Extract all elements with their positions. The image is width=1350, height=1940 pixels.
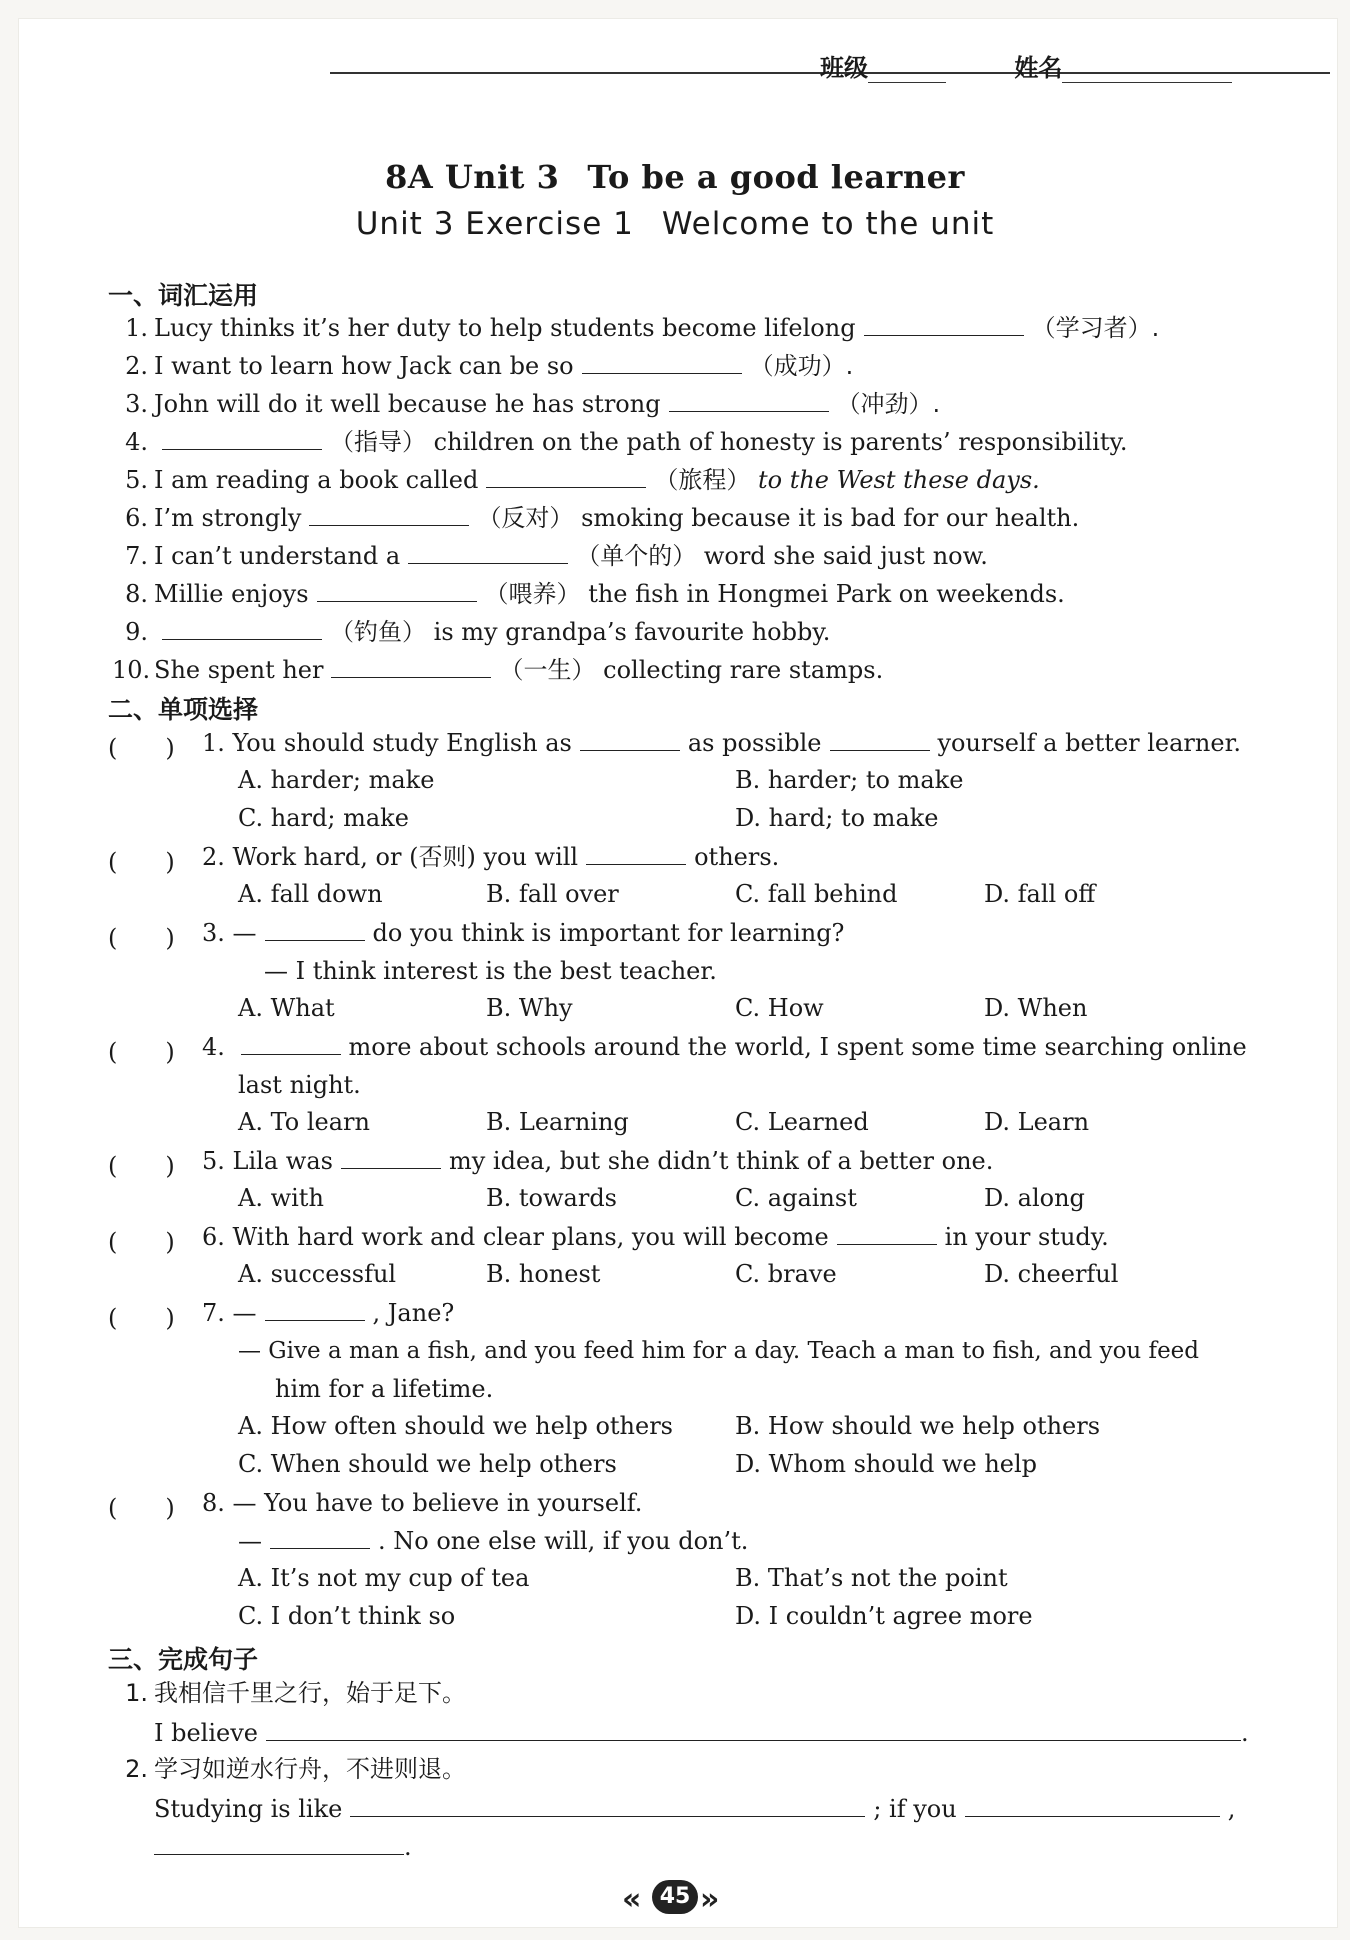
answer-blank[interactable] [317, 579, 477, 602]
mc-question-reply: — Give a man a fish, and you feed him for a day. Teach a man to fish, and you feed [238, 1338, 1200, 1364]
option-c: C. Learned [735, 1108, 869, 1136]
vocab-item: 7. I can’t understand a （单个的） word she said just now. [125, 542, 988, 570]
answer-line[interactable] [154, 1830, 404, 1855]
mc-question-cont: last night. [238, 1071, 361, 1099]
option-a: A. with [238, 1184, 324, 1212]
answer-blank[interactable] [582, 351, 742, 374]
answer-bracket[interactable]: ( ) [108, 1038, 175, 1066]
section-heading: 三、完成句子 [108, 1645, 259, 1674]
answer-bracket[interactable]: ( ) [108, 1228, 175, 1256]
option-c: C. fall behind [735, 880, 898, 908]
page-number: 45 [640, 1880, 710, 1916]
section-heading: 二、单项选择 [108, 695, 259, 724]
option-b: B. towards [486, 1184, 617, 1212]
translate-answer-cont: . [154, 1830, 412, 1862]
mc-question: 1. You should study English as as possible yourself a better learner. [202, 729, 1242, 757]
option-d: D. along [984, 1184, 1085, 1212]
answer-blank [265, 918, 365, 941]
answer-blank [837, 1222, 937, 1245]
mc-question: 8. — You have to believe in yourself. [202, 1489, 643, 1517]
subtitle-topic: Welcome to the unit [661, 206, 995, 242]
answer-blank [265, 1298, 365, 1321]
mc-question: 3. — do you think is important for learning? [202, 919, 845, 947]
answer-blank[interactable] [669, 389, 829, 412]
class-label: 班级 [820, 53, 868, 82]
name-field[interactable] [1062, 60, 1232, 83]
option-d: D. hard; to make [735, 804, 939, 832]
option-a: A. It’s not my cup of tea [238, 1564, 530, 1592]
option-c: C. hard; make [238, 804, 409, 832]
option-d: D. Whom should we help [735, 1450, 1038, 1478]
option-d: D. When [984, 994, 1088, 1022]
answer-blank[interactable] [162, 427, 322, 450]
student-info [820, 48, 1232, 83]
mc-question: 6. With hard work and clear plans, you will become in your study. [202, 1223, 1109, 1251]
vocab-item: 2. I want to learn how Jack can be so （成功）. [125, 352, 854, 380]
name-label: 姓名 [1014, 53, 1063, 82]
answer-blank [830, 728, 930, 751]
option-c: C. I don’t think so [238, 1602, 456, 1630]
page-title [0, 158, 1350, 196]
answer-blank[interactable] [864, 313, 1024, 336]
answer-blank [270, 1526, 370, 1549]
option-d: D. fall off [984, 880, 1096, 908]
answer-line[interactable] [266, 1716, 1241, 1741]
option-b: B. Why [486, 994, 573, 1022]
vocab-item: 1. Lucy thinks it’s her duty to help students become lifelong （学习者）. [125, 314, 1160, 342]
option-b: B. harder; to make [735, 766, 964, 794]
section-heading: 一、词汇运用 [108, 281, 259, 310]
mc-question-reply: — I think interest is the best teacher. [264, 957, 717, 985]
vocab-item: 9. （钓鱼） is my grandpa’s favourite hobby. [125, 618, 831, 646]
title-topic: To be a good learner [587, 158, 965, 196]
translate-answer: I believe . [154, 1716, 1249, 1748]
translate-answer: Studying is like ; if you , [154, 1792, 1235, 1824]
vocab-item: 6. I’m strongly （反对） smoking because it is bad for our health. [125, 504, 1080, 532]
vocab-item: 10. She spent her （一生） collecting rare stamps. [112, 656, 884, 684]
option-d: D. cheerful [984, 1260, 1119, 1288]
vocab-item: 8. Millie enjoys （喂养） the fish in Hongmei Park on weekends. [125, 580, 1065, 608]
translate-prompt: 1. 我相信千里之行，始于足下。 [125, 1679, 466, 1707]
class-field[interactable] [868, 60, 946, 83]
option-d: D. Learn [984, 1108, 1090, 1136]
answer-blank[interactable] [331, 655, 491, 678]
translate-prompt: 2. 学习如逆水行舟，不进则退。 [125, 1755, 466, 1783]
answer-blank [341, 1146, 441, 1169]
mc-question-reply: — . No one else will, if you don’t. [238, 1527, 749, 1555]
answer-bracket[interactable]: ( ) [108, 1494, 175, 1522]
option-a: A. To learn [238, 1108, 370, 1136]
option-c: C. When should we help others [238, 1450, 617, 1478]
answer-bracket[interactable]: ( ) [108, 924, 175, 952]
option-a: A. How often should we help others [238, 1412, 673, 1440]
vocab-item: 5. I am reading a book called （旅程） to the West these days. [125, 466, 1040, 494]
subtitle-exercise: Unit 3 Exercise 1 [355, 206, 634, 242]
chevron-left-icon: « [622, 1882, 642, 1917]
answer-bracket[interactable]: ( ) [108, 1304, 175, 1332]
option-c: C. against [735, 1184, 857, 1212]
option-c: C. brave [735, 1260, 837, 1288]
answer-blank [580, 728, 680, 751]
answer-bracket[interactable]: ( ) [108, 848, 175, 876]
answer-bracket[interactable]: ( ) [108, 734, 175, 762]
answer-blank[interactable] [162, 617, 322, 640]
answer-blank [586, 842, 686, 865]
answer-blank[interactable] [408, 541, 568, 564]
option-b: B. honest [486, 1260, 601, 1288]
option-b: B. fall over [486, 880, 619, 908]
vocab-item: 4. （指导） children on the path of honesty is parents’ responsibility. [125, 428, 1128, 456]
option-a: A. What [238, 994, 335, 1022]
answer-bracket[interactable]: ( ) [108, 1152, 175, 1180]
option-b: B. That’s not the point [735, 1564, 1008, 1592]
option-b: B. Learning [486, 1108, 629, 1136]
answer-blank [241, 1032, 341, 1055]
mc-question-cont: him for a lifetime. [275, 1375, 494, 1403]
answer-blank[interactable] [309, 503, 469, 526]
vocab-item: 3. John will do it well because he has strong （冲劲）. [125, 390, 941, 418]
option-a: A. harder; make [238, 766, 435, 794]
mc-question: 4. more about schools around the world, I spent some time searching online [202, 1033, 1247, 1061]
mc-question: 2. Work hard, or (否则) you will others. [202, 843, 780, 871]
option-b: B. How should we help others [735, 1412, 1101, 1440]
option-a: A. fall down [238, 880, 383, 908]
page-subtitle [0, 206, 1350, 242]
option-c: C. How [735, 994, 824, 1022]
option-a: A. successful [238, 1260, 397, 1288]
chevron-right-icon: » [700, 1882, 720, 1917]
mc-question: 5. Lila was my idea, but she didn’t think of a better one. [202, 1147, 994, 1175]
answer-line[interactable] [965, 1792, 1220, 1817]
title-unit: 8A Unit 3 [385, 158, 560, 196]
option-d: D. I couldn’t agree more [735, 1602, 1033, 1630]
mc-question: 7. — , Jane? [202, 1299, 455, 1327]
answer-line[interactable] [350, 1792, 865, 1817]
answer-blank[interactable] [486, 465, 646, 488]
